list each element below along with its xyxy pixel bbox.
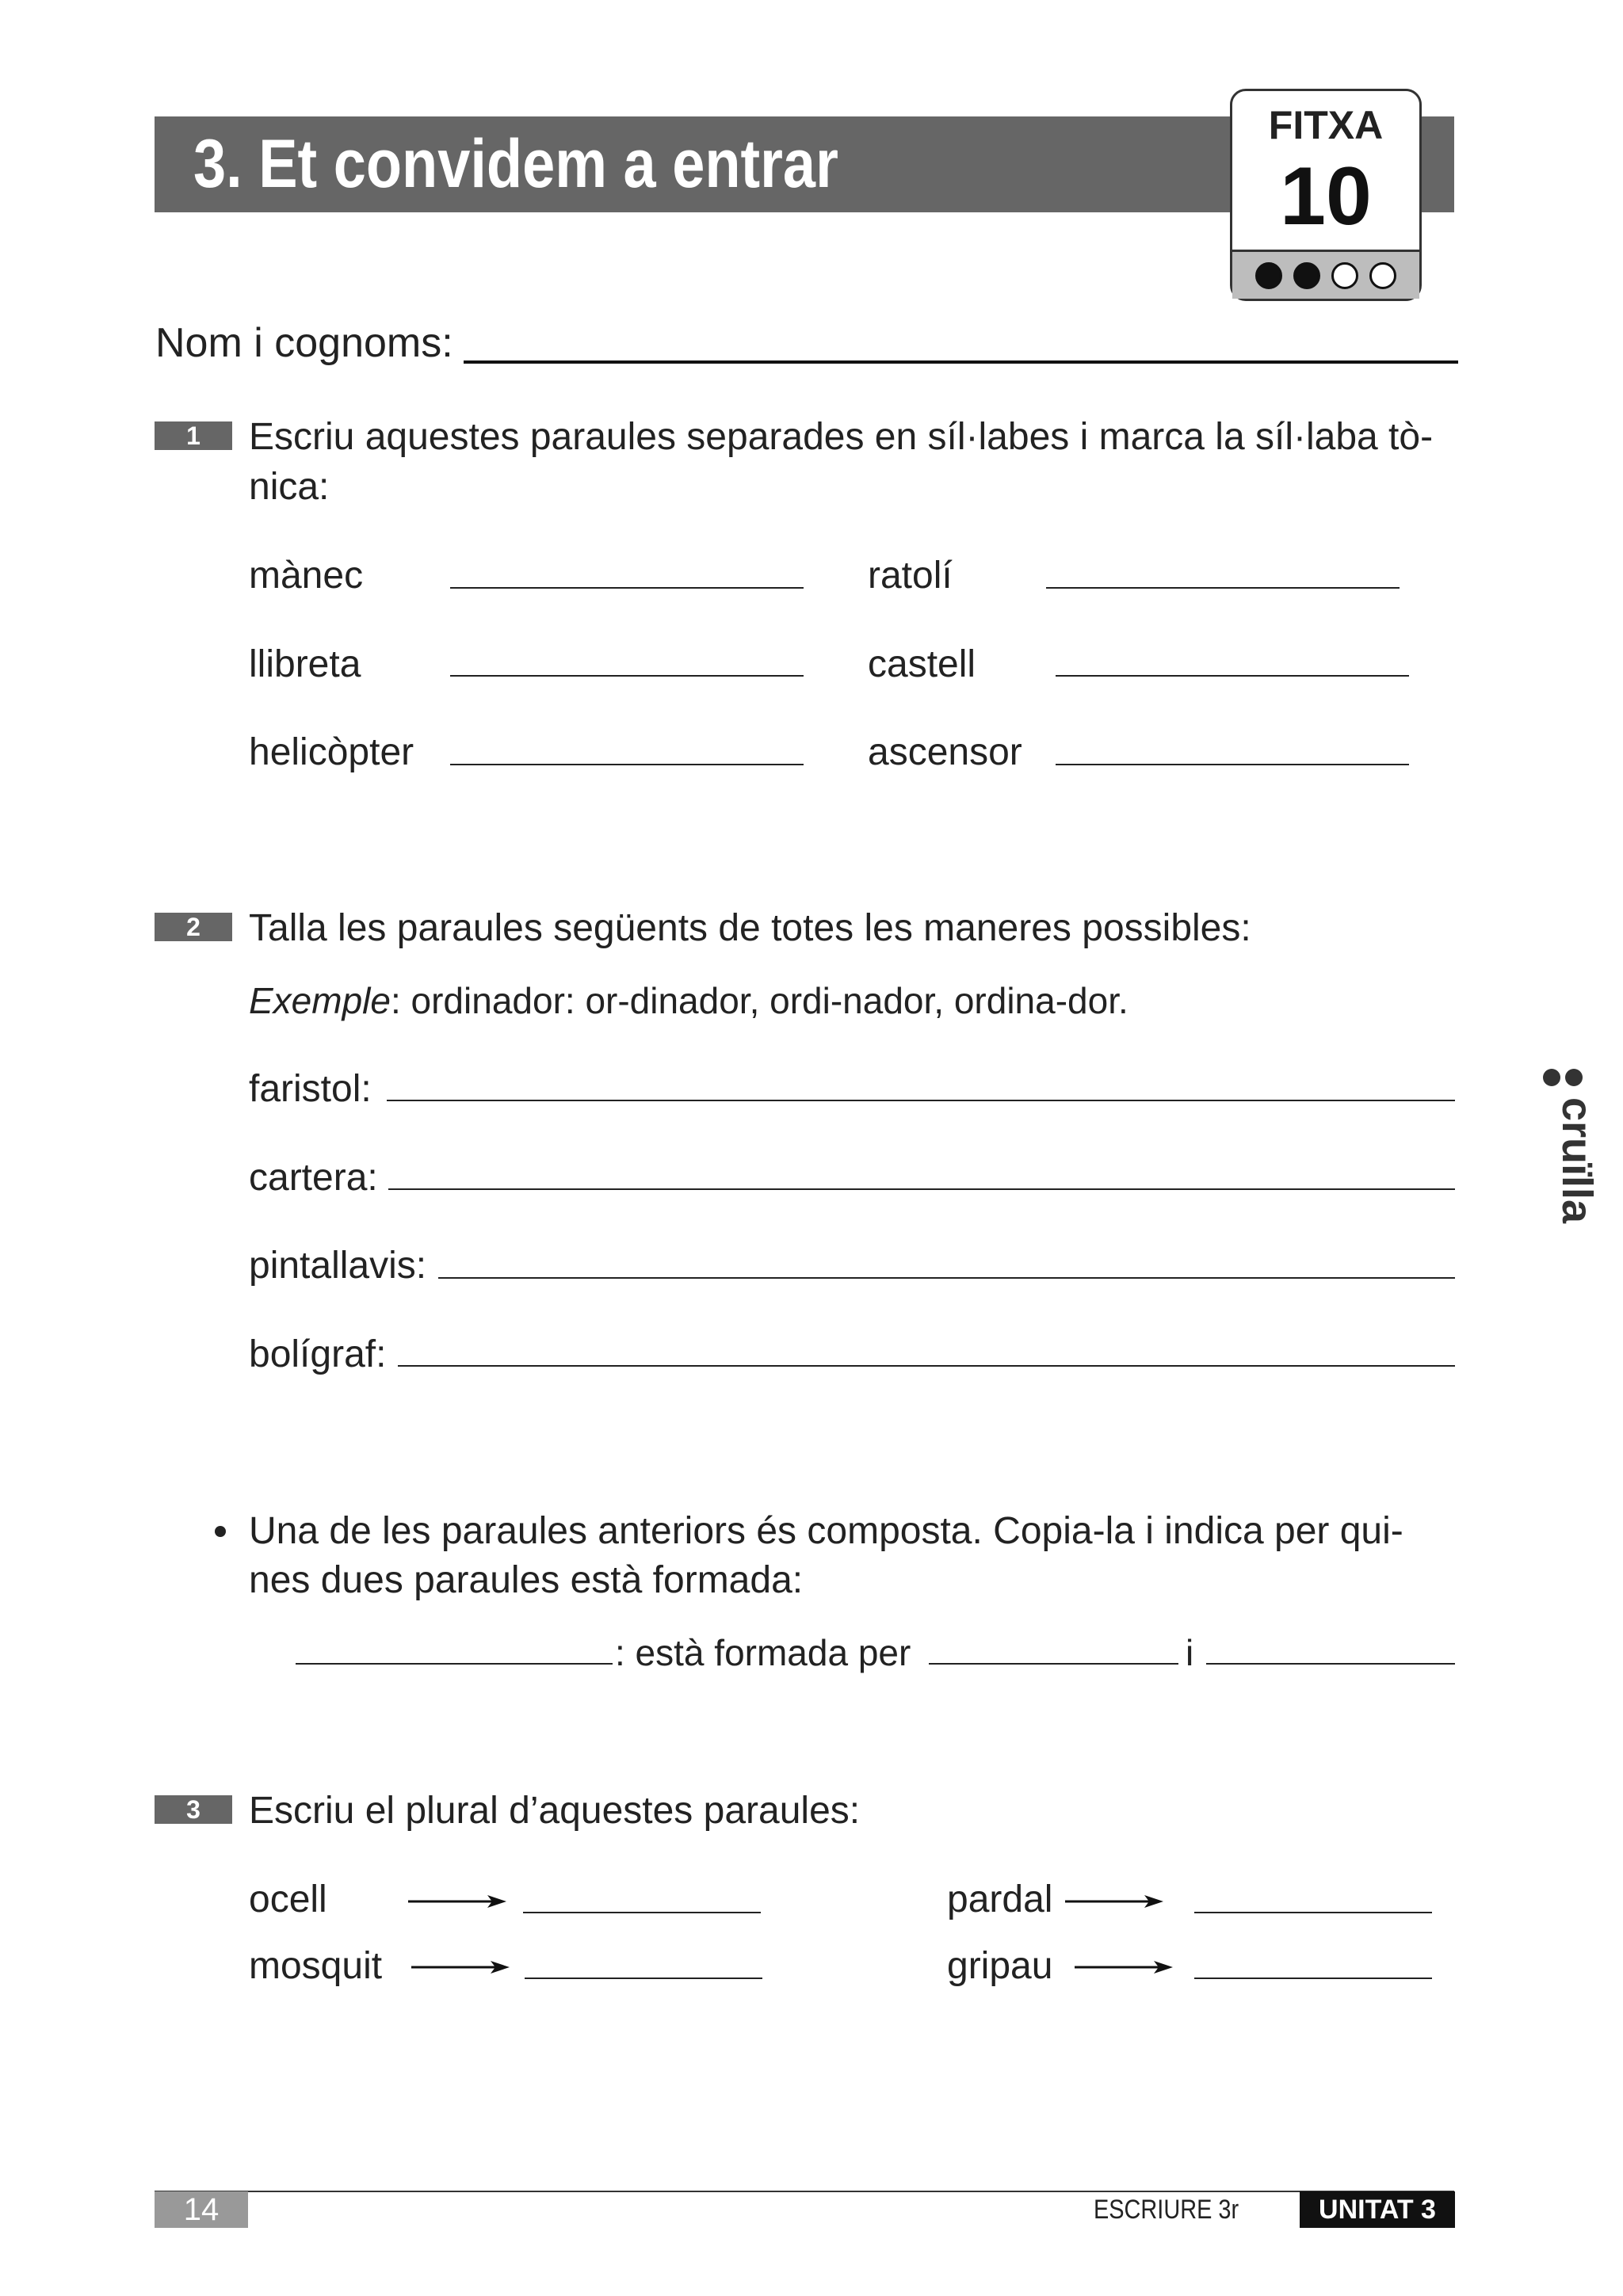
word-label: pintallavis: — [249, 1245, 427, 1287]
footer-divider — [155, 2191, 1454, 2192]
arrow-right-icon — [411, 1958, 510, 1977]
word-label: mànec — [249, 555, 364, 597]
word-label: llibreta — [249, 643, 361, 685]
unit-label: UNITAT 3 — [1300, 2191, 1455, 2228]
bullet-instruction: Una de les paraules anteriors és composta. Copia-la i indica per qui- — [249, 1510, 1403, 1552]
answer-line[interactable] — [450, 675, 804, 677]
word-label: castell — [868, 643, 976, 685]
exercise1-instruction-cont: nica: — [249, 466, 330, 508]
answer-line[interactable] — [1056, 675, 1409, 677]
exercise1-instruction: Escriu aquestes paraules separades en síl·labes i marca la síl·laba tò- — [249, 416, 1434, 458]
page-title: 3. Et convidem a entrar — [193, 126, 838, 202]
answer-line[interactable] — [1194, 1978, 1432, 1979]
compound-part2-line[interactable] — [1206, 1663, 1455, 1665]
name-label: Nom i cognoms: — [155, 320, 453, 366]
answer-line[interactable] — [1194, 1912, 1432, 1913]
word-label: bolígraf: — [249, 1333, 387, 1375]
word-label: faristol: — [249, 1068, 372, 1110]
word-label: mosquit — [249, 1945, 383, 1987]
difficulty-indicator — [1232, 250, 1419, 299]
fitxa-label: FITXA — [1268, 103, 1384, 147]
cruilla-logo — [1539, 1062, 1601, 1252]
exercise-number-badge: 1 — [155, 421, 232, 450]
difficulty-dot-empty — [1369, 262, 1396, 289]
exercise-number-badge: 3 — [155, 1795, 232, 1824]
answer-line[interactable] — [450, 587, 804, 589]
compound-middle-text: : està formada per — [615, 1632, 911, 1673]
compound-and-text: i — [1186, 1632, 1194, 1673]
arrow-right-icon — [1065, 1892, 1163, 1911]
exercise2-example — [249, 977, 1128, 1024]
answer-line[interactable] — [525, 1978, 762, 1979]
exercise2-instruction: Talla les paraules següents de totes les maneres possibles: — [249, 907, 1251, 949]
word-label: ocell — [249, 1878, 327, 1920]
example-text: : ordinador: or-dinador, ordi-nador, ordina-dor. — [390, 980, 1128, 1021]
fitxa-badge — [1230, 89, 1422, 301]
answer-line[interactable] — [450, 764, 804, 765]
example-label: Exemple — [249, 980, 391, 1021]
answer-line[interactable] — [1046, 587, 1400, 589]
brand-name: cruïlla — [1553, 1097, 1601, 1224]
answer-line[interactable] — [438, 1277, 1455, 1279]
answer-line[interactable] — [1056, 764, 1409, 765]
bullet-instruction-cont: nes dues paraules està formada: — [249, 1559, 804, 1601]
difficulty-dot-filled — [1255, 262, 1282, 289]
answer-line[interactable] — [398, 1365, 1455, 1367]
fitxa-number: 10 — [1280, 151, 1372, 242]
word-label: cartera: — [249, 1157, 378, 1199]
difficulty-dot-filled — [1293, 262, 1320, 289]
word-label: gripau — [947, 1945, 1053, 1987]
word-label: ratolí — [868, 555, 953, 597]
exercise-number-badge: 2 — [155, 913, 232, 941]
name-input-line[interactable] — [464, 360, 1458, 364]
compound-part1-line[interactable] — [929, 1663, 1178, 1665]
word-label: helicòpter — [249, 731, 414, 773]
answer-line[interactable] — [387, 1100, 1455, 1101]
compound-word-line[interactable] — [296, 1663, 613, 1665]
book-title: ESCRIURE 3r — [1094, 2195, 1239, 2225]
bullet-icon — [215, 1526, 226, 1537]
answer-line[interactable] — [523, 1912, 761, 1913]
word-label: pardal — [947, 1878, 1053, 1920]
arrow-right-icon — [1075, 1958, 1173, 1977]
difficulty-dot-empty — [1331, 262, 1358, 289]
word-label: ascensor — [868, 731, 1022, 773]
page-number: 14 — [155, 2191, 248, 2228]
arrow-right-icon — [408, 1892, 506, 1911]
exercise3-instruction: Escriu el plural d’aquestes paraules: — [249, 1790, 861, 1832]
answer-line[interactable] — [388, 1188, 1455, 1190]
